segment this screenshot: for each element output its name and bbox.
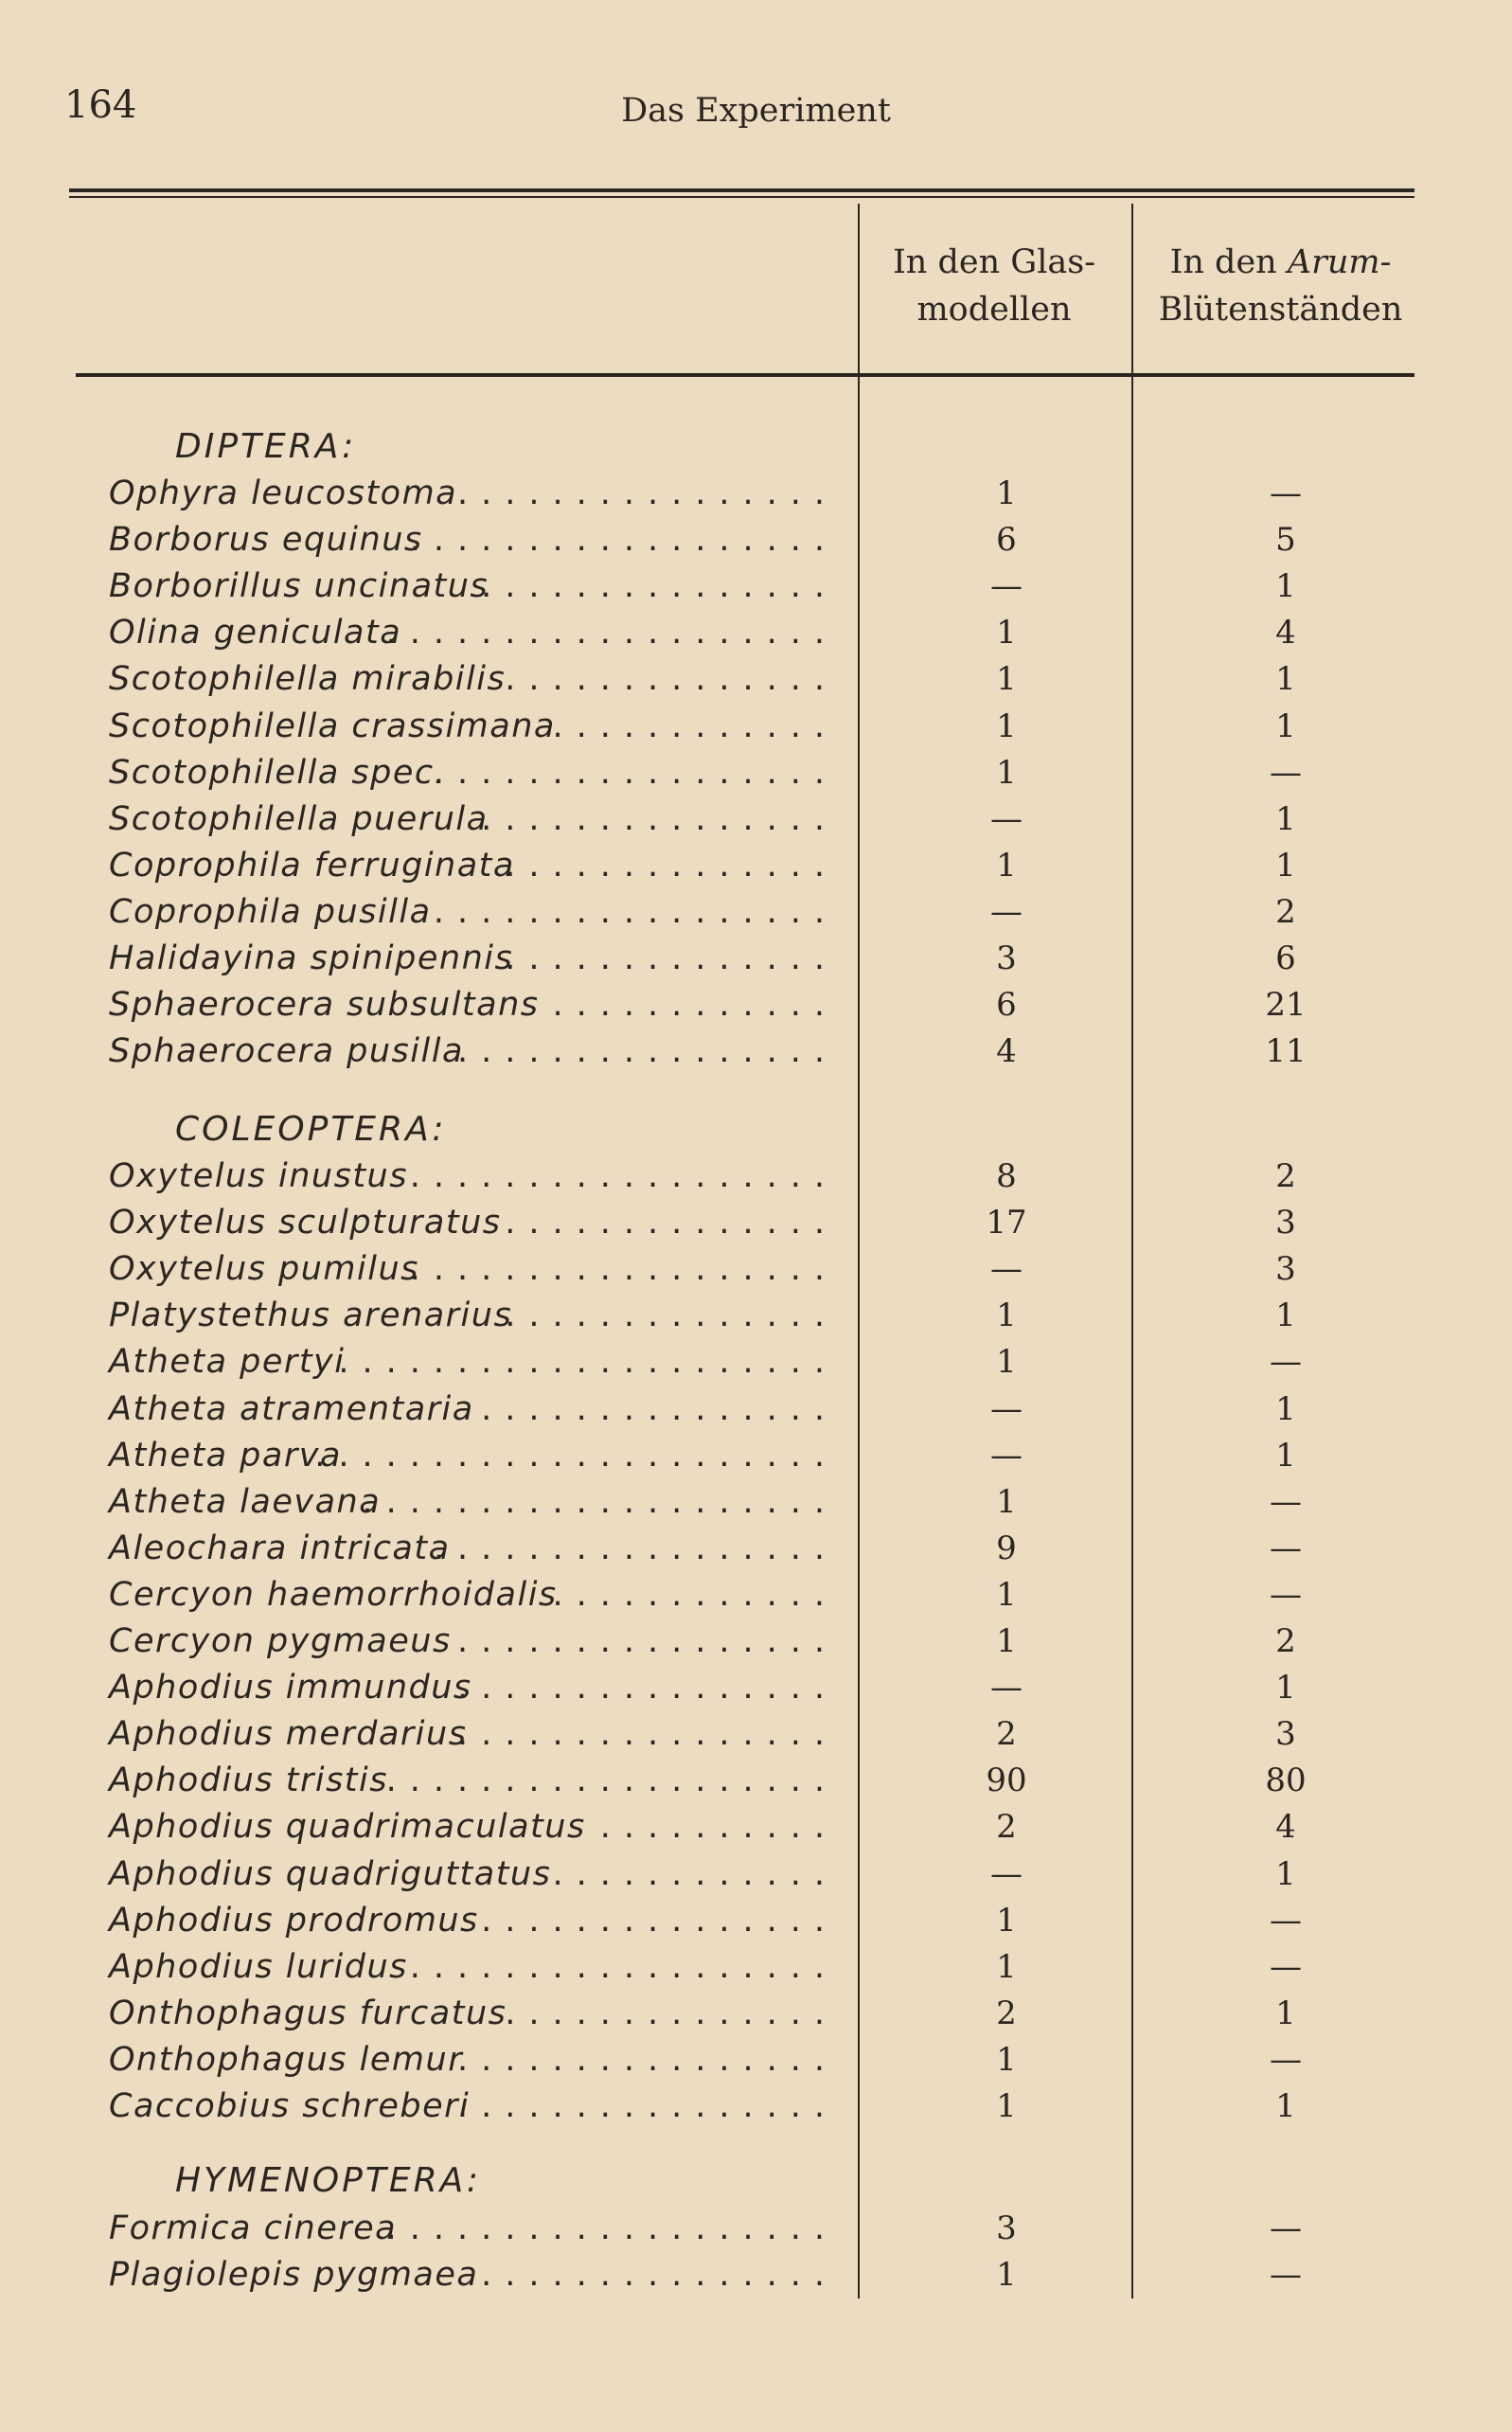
count-arum-inflorescences: 2 (1275, 1622, 1296, 1660)
count-glass-models: 4 (996, 1032, 1017, 1071)
count-glass-models: — (990, 1436, 1023, 1475)
count-glass-models: 3 (996, 939, 1017, 977)
count-arum-inflorescences: 1 (1275, 1296, 1296, 1335)
count-arum-inflorescences: 1 (1275, 1669, 1296, 1708)
count-glass-models: 1 (996, 1901, 1017, 1940)
species-name: Sphaerocera pusilla (109, 1032, 464, 1071)
table-row (0, 1526, 1512, 1572)
category-heading: DIPTERA: (175, 427, 357, 466)
table-row (0, 1246, 1512, 1293)
dot-leader: ................ (456, 1622, 838, 1660)
count-glass-models: 1 (996, 1622, 1017, 1660)
count-arum-inflorescences: 1 (1275, 1994, 1296, 2032)
dot-leader: ............... (481, 1901, 838, 1940)
table-row (0, 2252, 1512, 2298)
count-arum-inflorescences: 1 (1275, 660, 1296, 699)
table-row (0, 843, 1512, 889)
species-name: Onthophagus furcatus (109, 1994, 507, 2032)
running-head: Das Experiment (621, 92, 891, 130)
dot-leader: ................ (456, 1669, 838, 1708)
table-row (0, 1386, 1512, 1433)
count-arum-inflorescences: 5 (1275, 521, 1296, 560)
species-name: Olina geniculata (109, 614, 402, 653)
count-arum-inflorescences: 1 (1275, 846, 1296, 885)
count-arum-inflorescences: 1 (1275, 1389, 1296, 1428)
count-arum-inflorescences: 21 (1265, 986, 1307, 1025)
category-heading: COLEOPTERA: (175, 1110, 447, 1149)
table-row (0, 656, 1512, 703)
count-glass-models: 1 (996, 2087, 1017, 2125)
table-row (0, 750, 1512, 796)
species-name: Scotophilella crassimana (109, 706, 556, 745)
species-name: Aphodius quadrimaculatus (109, 1808, 586, 1847)
species-name: Aphodius luridus (109, 1947, 408, 1986)
table-row (0, 1851, 1512, 1898)
column-header-glass-line2: modellen (916, 291, 1072, 329)
top-rule (69, 188, 1414, 192)
count-glass-models: 1 (996, 1947, 1017, 1986)
dot-leader: .................. (409, 1157, 838, 1195)
count-arum-inflorescences: 80 (1265, 1761, 1307, 1800)
dot-leader: ................... (385, 614, 838, 653)
table-row (0, 2037, 1512, 2083)
count-glass-models: — (990, 1854, 1023, 1893)
species-name: Scotophilella spec. (109, 753, 447, 792)
table-row (0, 1944, 1512, 1991)
species-name: Aphodius merdarius (109, 1715, 468, 1754)
table-row (0, 1991, 1512, 2037)
count-glass-models: — (990, 799, 1023, 838)
dot-leader: .......... (599, 1808, 838, 1847)
count-glass-models: 2 (996, 1994, 1017, 2032)
species-name: Aphodius prodromus (109, 1901, 479, 1940)
dot-leader: ............... (481, 2256, 838, 2295)
table-row (0, 1339, 1512, 1386)
count-arum-inflorescences: 4 (1275, 614, 1296, 653)
count-glass-models: 2 (996, 1808, 1017, 1847)
column-header-glass-line1: In den Glas- (892, 243, 1096, 281)
count-arum-inflorescences: — (1270, 1575, 1302, 1614)
count-arum-inflorescences: 1 (1275, 2087, 1296, 2125)
count-arum-inflorescences: 3 (1275, 1715, 1296, 1754)
column-header-arum-line1 (1136, 239, 1425, 286)
count-glass-models: — (990, 1669, 1023, 1708)
dot-leader: .............. (505, 1296, 838, 1335)
count-glass-models: 3 (996, 2209, 1017, 2247)
count-glass-models: 1 (996, 753, 1017, 792)
species-name: Aphodius immundus (109, 1669, 472, 1708)
species-name: Aphodius quadriguttatus (109, 1854, 552, 1893)
count-glass-models: 1 (996, 660, 1017, 699)
count-arum-inflorescences: 3 (1275, 1250, 1296, 1289)
column-header-arum (1136, 239, 1425, 333)
species-name: Platystethus arenarius (109, 1296, 513, 1335)
column-header-arum-genus: Arum- (1287, 243, 1392, 281)
table-row (0, 1711, 1512, 1758)
species-name: Coprophila ferruginata (109, 846, 515, 885)
count-glass-models: 1 (996, 846, 1017, 885)
count-arum-inflorescences: — (1270, 1343, 1302, 1382)
dot-leader: ..................... (338, 1343, 838, 1382)
header-rule (76, 373, 1414, 377)
species-name: Cercyon pygmaeus (109, 1622, 452, 1660)
species-name: Sphaerocera subsultans (109, 986, 540, 1025)
count-arum-inflorescences: 11 (1265, 1032, 1307, 1071)
dot-leader: ................ (456, 2040, 838, 2079)
column-header-glass (862, 239, 1127, 333)
table-row (0, 2206, 1512, 2252)
species-name: Ophyra leucostoma (109, 474, 458, 512)
table-row (0, 610, 1512, 656)
dot-leader: ............ (552, 1854, 838, 1893)
dot-leader: ...................... (314, 1436, 838, 1475)
count-glass-models: 8 (996, 1157, 1017, 1195)
dot-leader: ................ (456, 2087, 838, 2125)
page-number: 164 (64, 83, 137, 127)
dot-leader: ................. (433, 753, 838, 792)
count-arum-inflorescences: — (1270, 2256, 1302, 2295)
dot-leader: .............. (505, 1204, 838, 1243)
table-row (0, 1618, 1512, 1665)
species-name: Atheta laevana (109, 1482, 382, 1521)
dot-leader: ................ (456, 1032, 838, 1071)
count-glass-models: 6 (996, 986, 1017, 1025)
dot-leader: ................. (433, 892, 838, 931)
species-name: Oxytelus sculpturatus (109, 1204, 502, 1243)
count-arum-inflorescences: 3 (1275, 1204, 1296, 1243)
count-glass-models: 1 (996, 2040, 1017, 2079)
count-arum-inflorescences: 1 (1275, 706, 1296, 745)
table-row (0, 1028, 1512, 1075)
table-row (0, 1758, 1512, 1804)
top-rule-thin (69, 196, 1414, 198)
table-row (0, 1153, 1512, 1200)
species-name: Halidayina spinipennis (109, 939, 514, 977)
species-name: Formica cinerea (109, 2209, 398, 2247)
dot-leader: ............ (552, 986, 838, 1025)
count-glass-models: 1 (996, 1296, 1017, 1335)
table-row (0, 889, 1512, 936)
count-arum-inflorescences: — (1270, 753, 1302, 792)
dot-leader: .............. (505, 939, 838, 977)
dot-leader: ................ (456, 474, 838, 512)
dot-leader: .............. (505, 846, 838, 885)
dot-leader: .............. (505, 660, 838, 699)
table-row (0, 1665, 1512, 1711)
table-row (0, 704, 1512, 750)
dot-leader: .................... (362, 1482, 838, 1521)
count-arum-inflorescences: 4 (1275, 1808, 1296, 1847)
species-name: Oxytelus pumilus (109, 1250, 419, 1289)
count-glass-models: 1 (996, 2256, 1017, 2295)
dot-leader: ............... (481, 567, 838, 606)
count-glass-models: 1 (996, 706, 1017, 745)
count-arum-inflorescences: — (1270, 2209, 1302, 2247)
table-row (0, 1572, 1512, 1618)
species-name: Caccobius schreberi (109, 2087, 471, 2125)
species-name: Scotophilella puerula (109, 799, 489, 838)
species-name: Oxytelus inustus (109, 1157, 408, 1195)
dot-leader: .................. (409, 521, 838, 560)
dot-leader: ............ (552, 1575, 838, 1614)
table-row (0, 1479, 1512, 1526)
species-name: Aleochara intricata (109, 1529, 451, 1567)
dot-leader: .................. (409, 1250, 838, 1289)
count-arum-inflorescences: 2 (1275, 1157, 1296, 1195)
species-name: Coprophila pusilla (109, 892, 432, 931)
dot-leader: ............ (552, 706, 838, 745)
count-arum-inflorescences: — (1270, 1482, 1302, 1521)
count-arum-inflorescences: 1 (1275, 799, 1296, 838)
count-arum-inflorescences: 2 (1275, 892, 1296, 931)
dot-leader: ............... (481, 1389, 838, 1428)
table-row (0, 1433, 1512, 1479)
species-name: Borborillus uncinatus (109, 567, 489, 606)
count-arum-inflorescences: 1 (1275, 1436, 1296, 1475)
count-glass-models: 6 (996, 521, 1017, 560)
column-header-arum-prefix: In den (1169, 243, 1288, 281)
category-heading: HYMENOPTERA: (175, 2161, 482, 2200)
species-name: Scotophilella mirabilis (109, 660, 507, 699)
dot-leader: ................. (433, 1529, 838, 1567)
dot-leader: ................... (385, 1761, 838, 1800)
species-name: Atheta atramentaria (109, 1389, 474, 1428)
species-name: Atheta parva (109, 1436, 342, 1475)
count-glass-models: 1 (996, 474, 1017, 512)
table-row (0, 796, 1512, 843)
count-glass-models: 17 (986, 1204, 1027, 1243)
count-arum-inflorescences: — (1270, 1947, 1302, 1986)
count-arum-inflorescences: — (1270, 2040, 1302, 2079)
dot-leader: ................... (385, 2209, 838, 2247)
count-arum-inflorescences: 1 (1275, 1854, 1296, 1893)
count-glass-models: 1 (996, 1482, 1017, 1521)
species-name: Onthophagus lemur (109, 2040, 464, 2079)
dot-leader: ................ (456, 1715, 838, 1754)
table-row (0, 471, 1512, 517)
table-row (0, 936, 1512, 982)
dot-leader: ............... (481, 799, 838, 838)
dot-leader: .............. (505, 1994, 838, 2032)
table-row (0, 1293, 1512, 1339)
species-name: Aphodius tristis (109, 1761, 388, 1800)
count-glass-models: — (990, 1389, 1023, 1428)
count-arum-inflorescences: — (1270, 1529, 1302, 1567)
species-name: Atheta pertyi (109, 1343, 346, 1382)
count-glass-models: 9 (996, 1529, 1017, 1567)
count-glass-models: 2 (996, 1715, 1017, 1754)
dot-leader: .................. (409, 1947, 838, 1986)
count-arum-inflorescences: 6 (1275, 939, 1296, 977)
species-name: Cercyon haemorrhoidalis (109, 1575, 558, 1614)
count-glass-models: 1 (996, 1575, 1017, 1614)
count-glass-models: 1 (996, 614, 1017, 653)
count-arum-inflorescences: 1 (1275, 567, 1296, 606)
count-glass-models: — (990, 1250, 1023, 1289)
table-row (0, 517, 1512, 563)
count-arum-inflorescences: — (1270, 1901, 1302, 1940)
table-row (0, 1200, 1512, 1246)
table-row (0, 563, 1512, 610)
count-arum-inflorescences: — (1270, 474, 1302, 512)
count-glass-models: — (990, 892, 1023, 931)
table-row (0, 1898, 1512, 1944)
count-glass-models: 90 (986, 1761, 1027, 1800)
column-header-arum-line2: Blütenständen (1158, 291, 1403, 329)
species-name: Plagiolepis pygmaea (109, 2256, 479, 2295)
count-glass-models: — (990, 567, 1023, 606)
table-row (0, 2083, 1512, 2130)
table-row (0, 1804, 1512, 1851)
table-row (0, 982, 1512, 1028)
species-name: Borborus equinus (109, 521, 423, 560)
count-glass-models: 1 (996, 1343, 1017, 1382)
